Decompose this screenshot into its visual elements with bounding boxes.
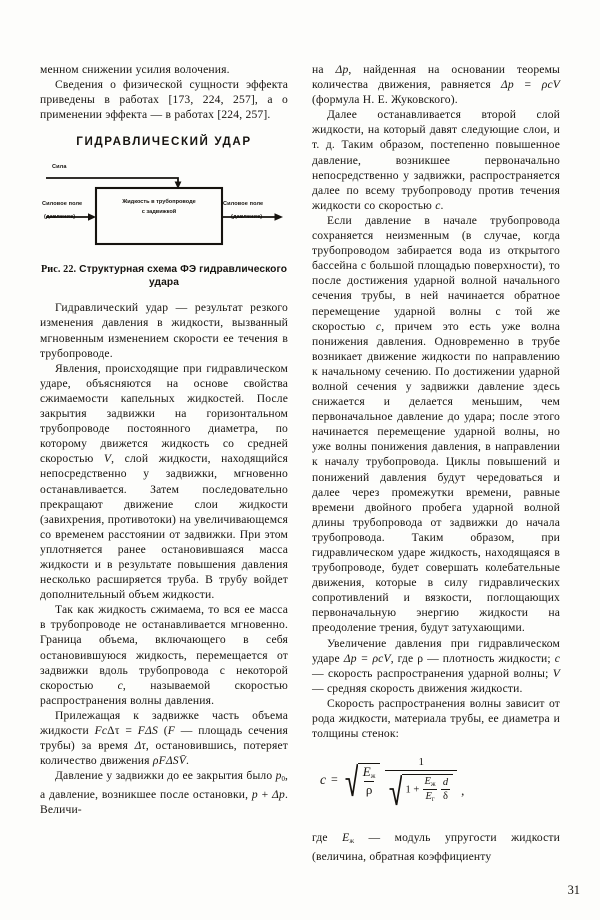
radical-inner [389,774,453,803]
sqrt-glyph-inner [389,774,402,806]
formula-trailing-comma: , [461,783,465,799]
variable-c-increase: c [554,651,560,665]
paragraph-compressibility [40,602,288,708]
paragraph-pressure-part2: , а давление, возникшее после остановки, [40,769,288,802]
figure-22 [40,162,288,289]
inline-formula-dtau: Δτ [134,739,146,753]
section-heading-hydraulic-shock: ГИДРАВЛИЧЕСКИЙ УДАР [76,135,252,149]
symbol-e-liquid-inner-subscript: ж [430,781,436,789]
paragraph-where-part2: — модуль упругости жидкости (величина, обратная коэффициенту [312,831,560,864]
paragraph-layers-part2: . [440,198,444,212]
paragraph-wave-cycles [312,213,560,636]
symbol-e-liquid-definition-subscript: ж [349,838,355,846]
figure-caption-text: Структурная схема ФЭ гидравлического удара [79,264,288,289]
figure-block-label-line2: с задвижкой [141,208,177,215]
inline-formula-f-area: F [167,724,175,737]
paragraph-phenomena-part1: Явления, происходящие при гидравлическом ударе, объясняются на основе свойства сжимаемости капельных жидкостей. После закрытия задвижки на горизонтальном трубопроводе постоянного диаметра, по которому движется жидкость со средней скоростью [40,361,288,466]
symbol-e-pipe: E [425,791,432,803]
radical-content-inner [402,774,453,803]
inline-formula-fc: Fc [94,724,108,737]
paragraph-pressure-part1: Давление у задвижки до ее закрытия было [55,769,276,783]
paragraph-adjacent-volume [40,708,288,768]
variable-mean-velocity: V [103,452,112,466]
paragraph-wave-part2: , причем это есть уже волна понижения давления. Одновременно в трубе возникает движение жидкости по направлению к начальному сечению. По достижении ударной волной сечения у задвижки давление здесь снижается и делается меньшим, чем первоначальное давление до удара; после этого начинается перемещение ударной волны, но уже волны понижения давления, в направлении к началу трубопровода. Циклы повышений и понижений давления будут чередоваться и далее через промежутки времени, равные времени двойного пробега ударной волной длины трубопровода от задвижки до начала трубопровода. Таким образом, при гидравлическом ударе жидкость, находящаяся в трубопроводе, будет совершать колебательные движения, которые в силу гидравлических сопротивлений и вязкости, поглощающих первоначальную энергию жидкости на преодоление трения, будут затухающими. [312,319,560,635]
paragraph-adjacent-part3: — площадь сечения трубы) за время [40,724,288,753]
radical-outer [345,763,381,797]
fraction-numerator-one: 1 [418,756,425,769]
formula-lhs-c: c [320,771,326,787]
radical-sign-inner [389,774,402,803]
variable-p0: p [275,769,282,783]
inline-formula-momentum: ρFΔSV̄ [152,754,186,768]
paragraph-where-part1: где [312,831,343,845]
symbol-e-liquid-subscript: ж [370,772,376,780]
radical-sign-outer [345,763,358,797]
paragraph-phenomena [40,361,288,603]
right-text-column [312,62,560,864]
paragraph-definition: Гидравлический удар — результат резкого изменения давления в жидкости, вызванный мгновенным изменением скорости ее течения в трубопроводе. [40,301,288,360]
paragraph-where-definition [312,830,560,864]
variable-v-increase: V [552,666,560,680]
paragraph-joukowski-part3: (формула Н. Е. Жуковского). [312,93,458,107]
inline-formula-f: F [137,724,146,737]
fraction-one-over-radical [385,756,457,803]
paragraph-layers-part1: Далее останавливается второй слой жидкости, на который давят следующие слои, и т. д. Таким образом, постепенно повышенное давление, возникшее первоначально непосредственно у задвижки, распространяется далее по всему трубопроводу против течения жидкости со скоростью [312,108,560,212]
figure-label-input-pressure: (давление) [44,214,76,221]
paragraph-pressure-plus: + [257,788,273,802]
paragraph-adjacent-part4: , остановившись, потеряет количество движения [40,739,288,768]
inline-formula-pressure-increase: Δp = ρcV [343,651,391,665]
paragraph-increase-part3: — скорость распространения ударной волны; [312,666,553,680]
paragraph-joukowski-part2: , найденная на основании теоремы количества движения, равняется [312,63,560,92]
inline-formula-dtau-equals: Δτ = [107,724,138,737]
fraction-d-over-delta [441,777,450,802]
fraction-numerator-ezh [361,765,378,781]
variable-wave-speed-c: c [117,678,123,692]
paragraph-pressure-increase [312,636,560,696]
fraction-denominator-rho: ρ [365,782,373,798]
figure-label-output-field: Силовое поле [223,201,264,208]
sqrt-glyph-outer [345,763,358,797]
paragraph-increase-part1: Увеличение давления при гидравлическом ударе [312,636,560,665]
radical-content-outer [358,763,381,797]
symbol-e-liquid: E [362,763,371,779]
paragraph-adjacent-part1: Прилежащая к задвижке часть объема жидкости [40,708,288,737]
paragraph-wave-part1: Если давление в начале трубопровода сохраняется неизменным (в случае, когда трубопроводом забирается вода из открытого бассейна с большой площадью поверхности), то после достижения ударной волной начального сечения трубы, в ней начинается обратное перемещение ударной волны с той же скоростью [312,213,560,333]
paragraph-continued-from-previous-page: менном снижении усилия волочения. [40,63,230,76]
symbol-e-liquid-definition: E [342,831,350,845]
paragraph-joukowski-part1: на [312,63,336,76]
fraction-e-rho [361,765,378,797]
formula-equals-sign: = [331,772,338,787]
figure-diagram [40,162,288,254]
paragraph-wave-speed-depends: Скорость распространения волны зависит от рода жидкости, материала трубы, ее диаметра и толщины стенок: [312,696,560,741]
variable-delta-p: Δp [272,788,285,802]
symbol-e-liquid-inner: E [424,776,431,788]
radicand-one-plus: 1 + [405,784,420,796]
fraction-numerator-ezh-inner [422,776,437,789]
variable-c-layers: c [435,198,441,212]
paragraph-compressibility-part1: Так как жидкость сжимаема, то вся ее масса в трубопроводе не останавливается мгновенно. Граница объема, включающего в себя остановившуюся жидкость, перемещается от задвижки вдоль трубопровода с некоторой скоростью [40,603,288,692]
figure-block-label-line1: Жидкость в трубопроводе [122,199,196,206]
figure-label-output-pressure: (давление) [231,214,263,221]
paragraph-successive-layers [312,107,560,213]
left-text-column [40,62,288,864]
fraction-numerator-d [441,777,450,789]
variable-delta-p-joukowski: Δp [335,63,349,76]
two-column-layout [40,62,560,864]
variable-p: p [251,788,258,802]
figure-caption-number: Рис. 22. [40,264,77,276]
page-text-area [40,62,560,862]
symbol-e-pipe-subscript: г [431,796,435,804]
paragraph-adjacent-part5: . [185,754,190,768]
page-number: 31 [567,883,580,897]
figure-block-label [104,198,214,217]
figure-label-force: Сила [52,164,67,171]
variable-p0-subscript: 0 [281,776,285,784]
fraction-ezh-over-eg [422,776,437,803]
symbol-diameter: d [442,777,449,789]
paragraph-adjacent-part2: ( [157,724,168,737]
paragraph-increase-part4: — средняя скорость движения жидкости. [312,681,523,695]
fraction-denominator-delta: δ [443,791,448,803]
fraction-denominator-radical [385,770,457,803]
paragraph-effect-sources: Сведения о физической сущности эффекта приведены в работах [173, 224, 257], а о применении эффекта — в работах [224, 257]. [40,78,288,122]
inline-formula-delta-s: ΔS [145,724,158,737]
paragraph-phenomena-part2: , слой жидкости, находящийся непосредственно у задвижки, мгновенно останавливается. Затем последовательно прекращают движение слои жидкости (завихрения, противотоки) на увеличивающемся со временем расстоянии от задвижки. При этом уплотняется ранее остановившаяся масса жидкости и в результате повышения давления несколько расширяется труба. В трубу войдет дополнительный объем жидкости. [40,452,288,602]
paragraph-joukowski-formula [312,62,560,107]
variable-c-wave: c [375,319,382,333]
figure-label-input-field: Силовое поле [42,201,83,208]
paragraph-pressure-part4: . Величи- [40,788,289,817]
fraction-denominator-eg [423,789,436,803]
formula-body [320,756,464,803]
paragraph-compressibility-part2: , называемой скоростью распространения волны давления. [40,678,288,707]
formula-wave-speed [312,750,560,824]
inline-formula-joukowski: Δp = ρcV [500,78,560,92]
figure-caption [40,263,288,289]
paragraph-pressure-at-valve [40,768,288,817]
paragraph-increase-part2: , где ρ — плотность жидкости; [390,651,555,665]
